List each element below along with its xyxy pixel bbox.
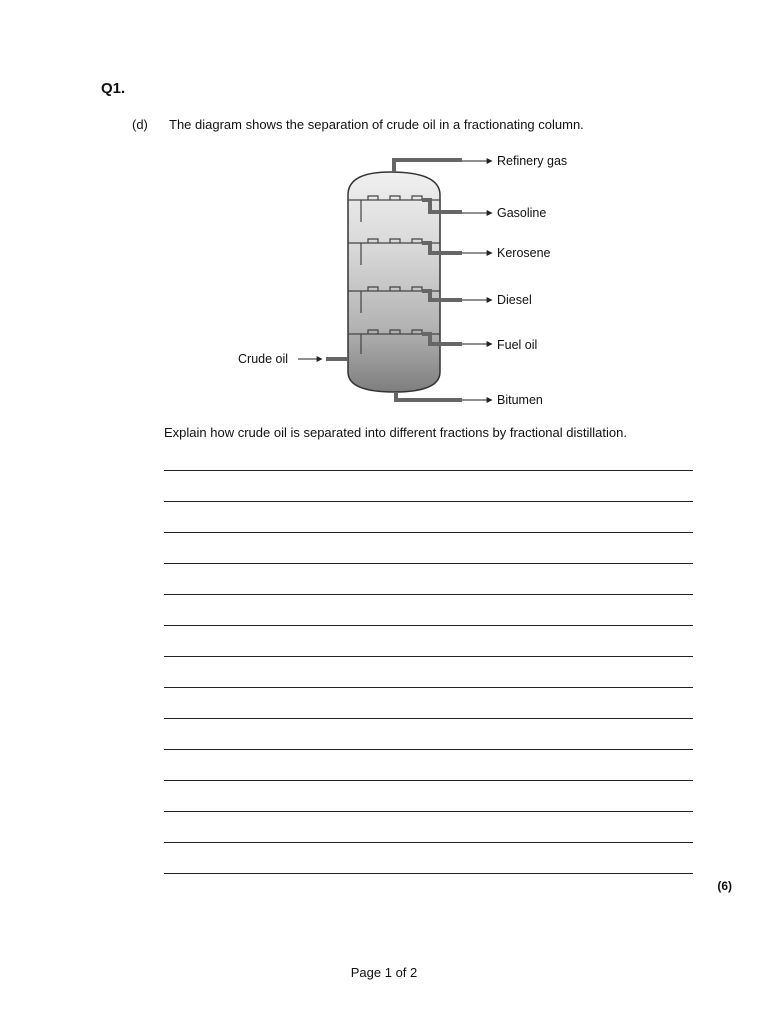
label-gasoline: Gasoline [497, 206, 547, 220]
question-prompt: Explain how crude oil is separated into different fractions by fractional distillation. [164, 425, 627, 440]
answer-line[interactable] [164, 594, 693, 625]
column-body [348, 172, 440, 392]
question-intro: The diagram shows the separation of crude oil in a fractionating column. [169, 117, 584, 132]
answer-line[interactable] [164, 501, 693, 532]
answer-area[interactable] [164, 470, 693, 904]
answer-line[interactable] [164, 842, 693, 873]
answer-line[interactable] [164, 718, 693, 749]
question-number: Q1. [101, 80, 126, 97]
answer-line[interactable] [164, 563, 693, 594]
page-number: Page 1 of 2 [350, 965, 418, 980]
label-bitumen: Bitumen [497, 393, 543, 407]
answer-line[interactable] [164, 687, 693, 718]
fractionating-column-diagram [230, 150, 590, 415]
answer-line[interactable] [164, 470, 693, 501]
label-refinery-gas: Refinery gas [497, 154, 568, 168]
label-fuel-oil: Fuel oil [497, 338, 538, 352]
answer-line[interactable] [164, 656, 693, 687]
answer-line[interactable] [164, 780, 693, 811]
answer-line[interactable] [164, 811, 693, 842]
label-kerosene: Kerosene [497, 246, 551, 260]
answer-line[interactable] [164, 873, 693, 904]
answer-line[interactable] [164, 625, 693, 656]
label-diesel: Diesel [497, 293, 532, 307]
part-label: (d) [132, 117, 148, 132]
answer-line[interactable] [164, 532, 693, 563]
outlet-arrows [462, 213, 492, 344]
label-crude-oil: Crude oil [238, 352, 289, 366]
top-pipe [394, 160, 462, 172]
marks-available: (6) [717, 879, 732, 893]
answer-line[interactable] [164, 749, 693, 780]
bottom-pipe [396, 392, 462, 400]
